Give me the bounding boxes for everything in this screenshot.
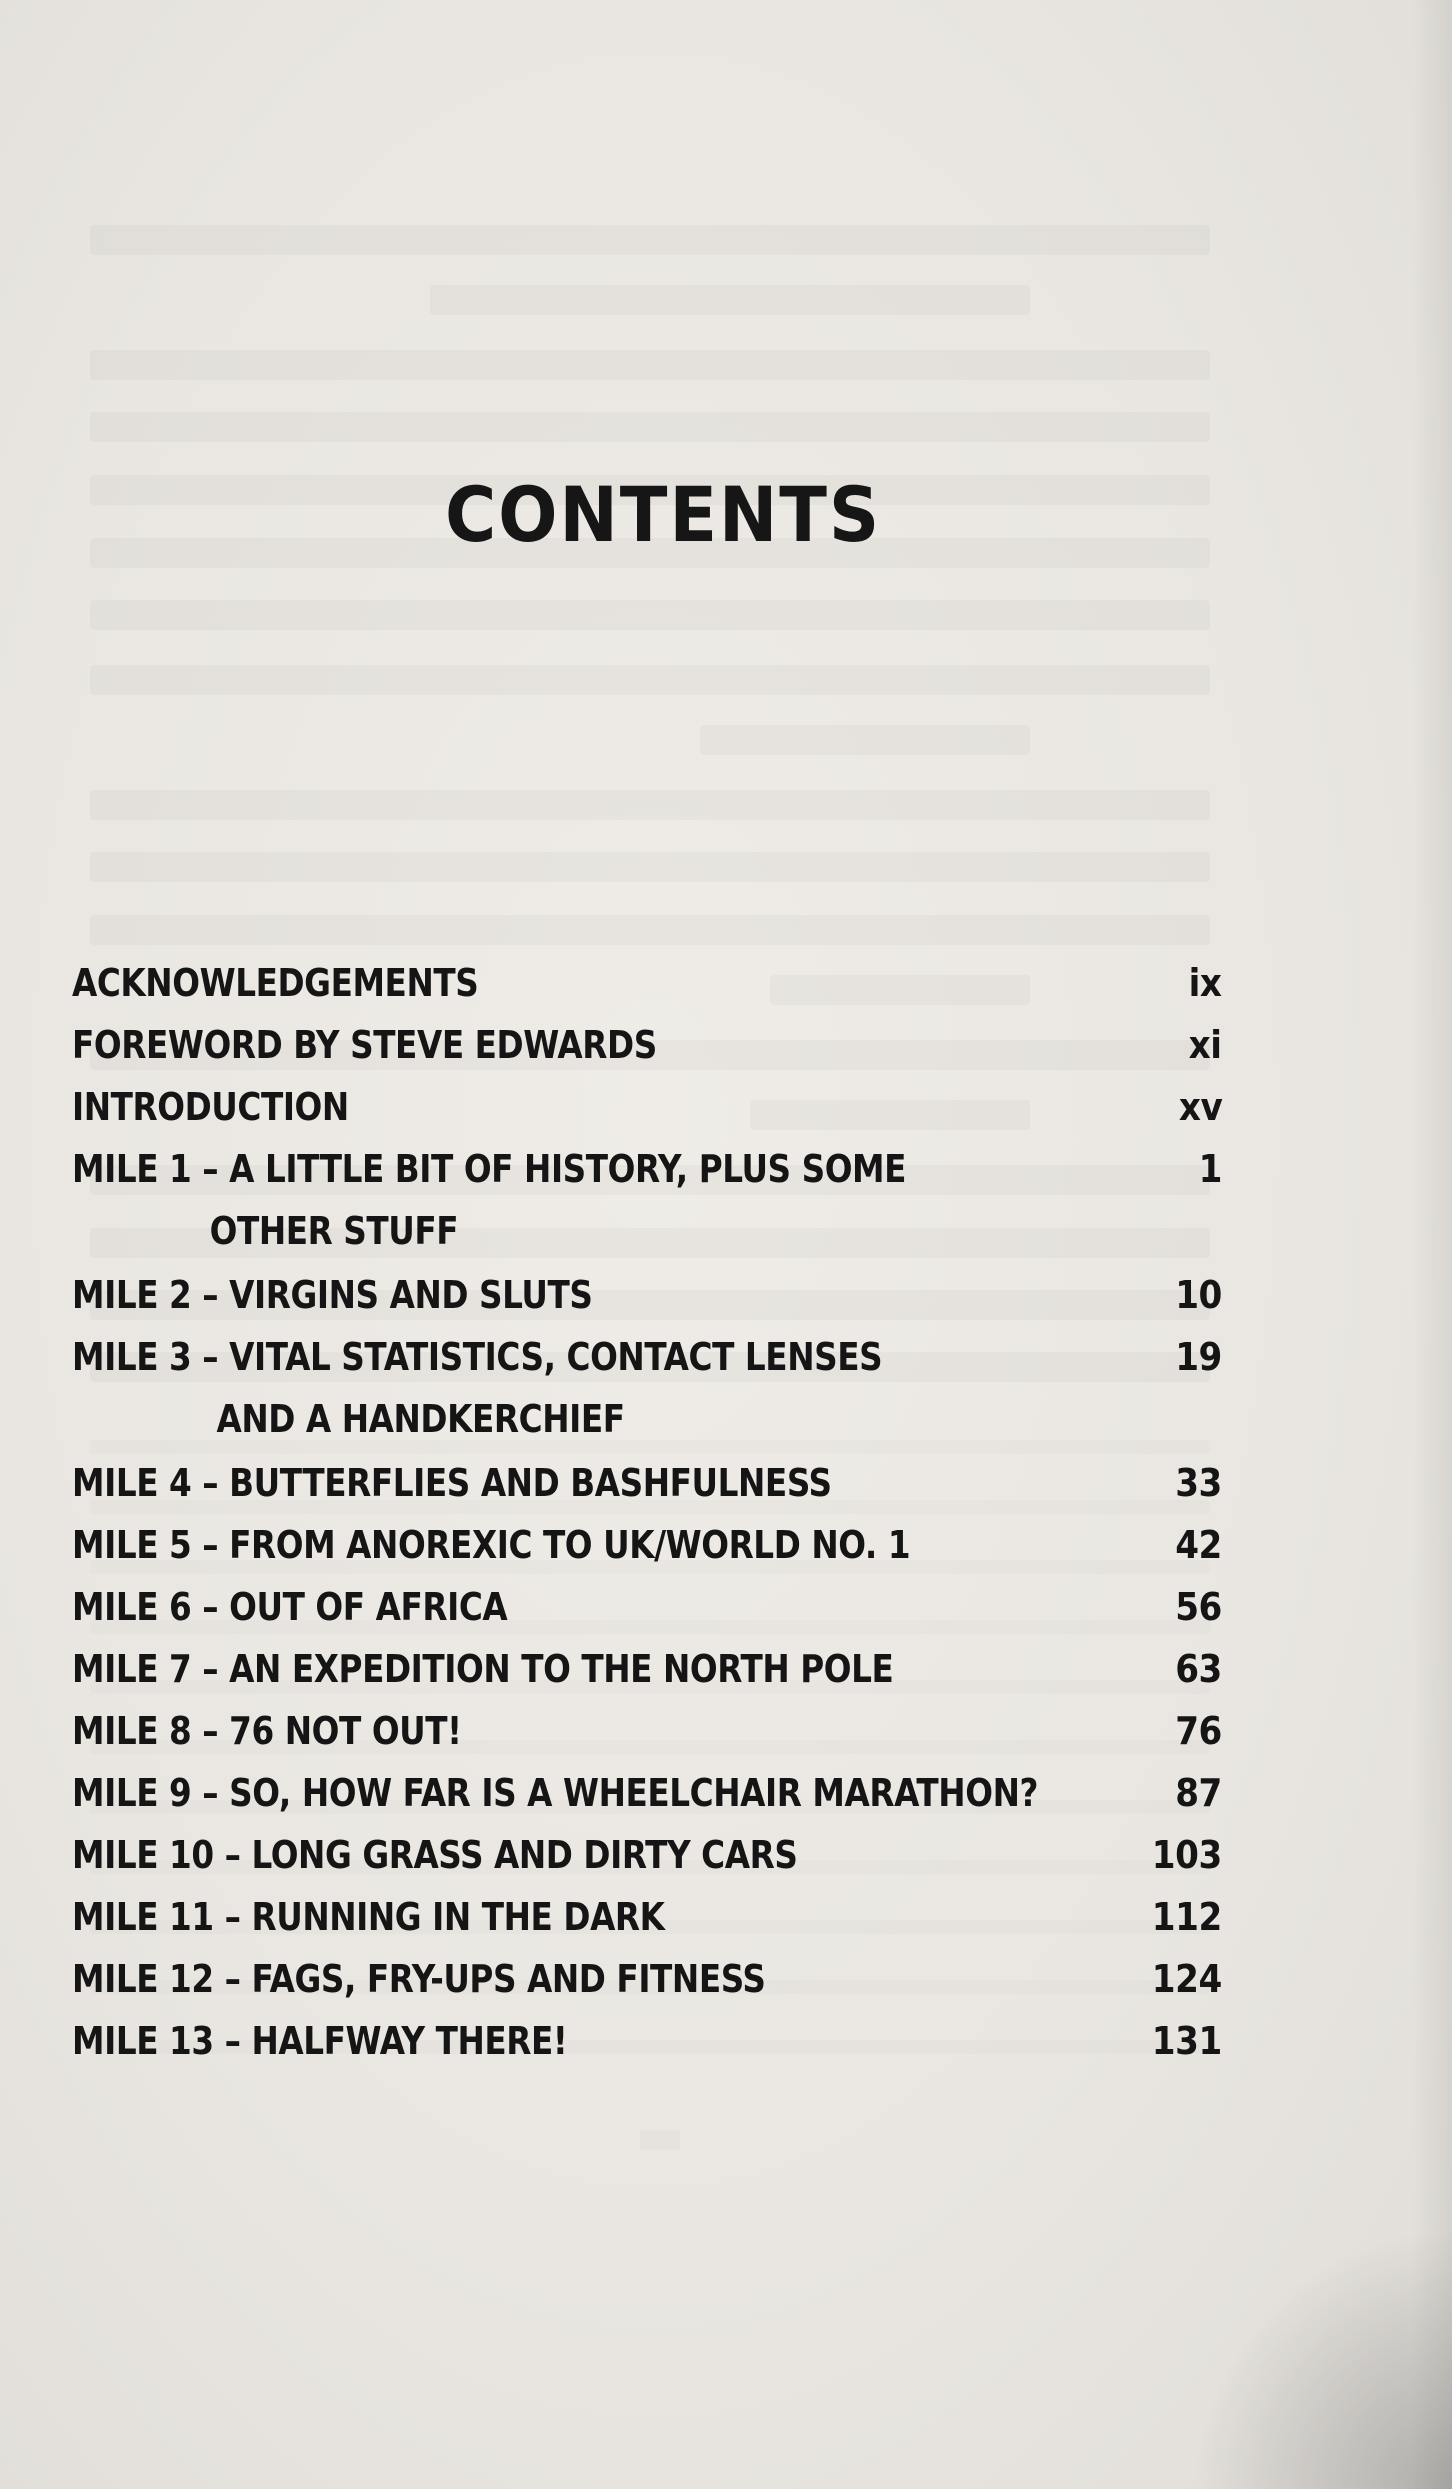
entry-page-number: 112 bbox=[1151, 1895, 1222, 1939]
entry-page-number: 10 bbox=[1175, 1273, 1222, 1317]
entry-title: MILE 1 – A LITTLE BIT OF HISTORY, PLUS SOME bbox=[72, 1147, 907, 1191]
toc-entry bbox=[72, 1138, 1222, 1262]
entry-page-number: 103 bbox=[1151, 1833, 1222, 1877]
entry-title: ACKNOWLEDGEMENTS bbox=[72, 961, 479, 1005]
entry-page-number: 76 bbox=[1175, 1709, 1222, 1753]
entry-title-continuation: OTHER STUFF bbox=[209, 1209, 459, 1253]
entry-title: FOREWORD BY STEVE EDWARDS bbox=[72, 1023, 657, 1067]
entry-page-number: ix bbox=[1189, 961, 1222, 1005]
entry-page-number: 33 bbox=[1175, 1461, 1222, 1505]
entry-title: MILE 2 – VIRGINS AND SLUTS bbox=[72, 1273, 593, 1317]
toc-entry bbox=[72, 1264, 1222, 1326]
toc-entry bbox=[72, 1576, 1222, 1638]
toc-entry bbox=[72, 1762, 1222, 1824]
entry-title: MILE 4 – BUTTERFLIES AND BASHFULNESS bbox=[72, 1461, 832, 1505]
toc-entry bbox=[72, 1326, 1222, 1450]
entry-page-number: 1 bbox=[1198, 1147, 1222, 1191]
entry-title: MILE 12 – FAGS, FRY-UPS AND FITNESS bbox=[72, 1957, 766, 2001]
entry-title: MILE 10 – LONG GRASS AND DIRTY CARS bbox=[72, 1833, 798, 1877]
entry-page-number: 131 bbox=[1151, 2019, 1222, 2063]
entry-page-number: 63 bbox=[1175, 1647, 1222, 1691]
entry-title: INTRODUCTION bbox=[72, 1085, 349, 1129]
toc-entry bbox=[72, 952, 1222, 1014]
toc-entry bbox=[72, 2010, 1222, 2072]
toc-entry bbox=[72, 1076, 1222, 1138]
toc-entry bbox=[72, 1638, 1222, 1700]
toc-entry bbox=[72, 1014, 1222, 1076]
entry-page-number: 19 bbox=[1175, 1335, 1222, 1379]
entry-title-continuation: AND A HANDKERCHIEF bbox=[216, 1397, 625, 1441]
entry-title: MILE 13 – HALFWAY THERE! bbox=[72, 2019, 568, 2063]
entry-page-number: xv bbox=[1178, 1085, 1222, 1129]
entry-page-number: xi bbox=[1189, 1023, 1222, 1067]
toc-entry bbox=[72, 1452, 1222, 1514]
entry-title: MILE 11 – RUNNING IN THE DARK bbox=[72, 1895, 665, 1939]
entry-title: MILE 5 – FROM ANOREXIC TO UK/WORLD NO. 1 bbox=[72, 1523, 911, 1567]
entry-page-number: 56 bbox=[1175, 1585, 1222, 1629]
page-title: CONTENTS bbox=[445, 470, 882, 559]
toc-entry bbox=[72, 1824, 1222, 1886]
toc-entry bbox=[72, 1886, 1222, 1948]
entry-page-number: 124 bbox=[1151, 1957, 1222, 2001]
entry-title: MILE 7 – AN EXPEDITION TO THE NORTH POLE bbox=[72, 1647, 894, 1691]
entry-title: MILE 8 – 76 NOT OUT! bbox=[72, 1709, 462, 1753]
toc-entry bbox=[72, 1700, 1222, 1762]
entry-page-number: 87 bbox=[1175, 1771, 1222, 1815]
entry-title: MILE 3 – VITAL STATISTICS, CONTACT LENSES bbox=[72, 1335, 883, 1379]
entry-title: MILE 9 – SO, HOW FAR IS A WHEELCHAIR MARATHON? bbox=[72, 1771, 1039, 1815]
toc-entry bbox=[72, 1514, 1222, 1576]
entry-page-number: 42 bbox=[1175, 1523, 1222, 1567]
toc-entry bbox=[72, 1948, 1222, 2010]
entry-title: MILE 6 – OUT OF AFRICA bbox=[72, 1585, 508, 1629]
